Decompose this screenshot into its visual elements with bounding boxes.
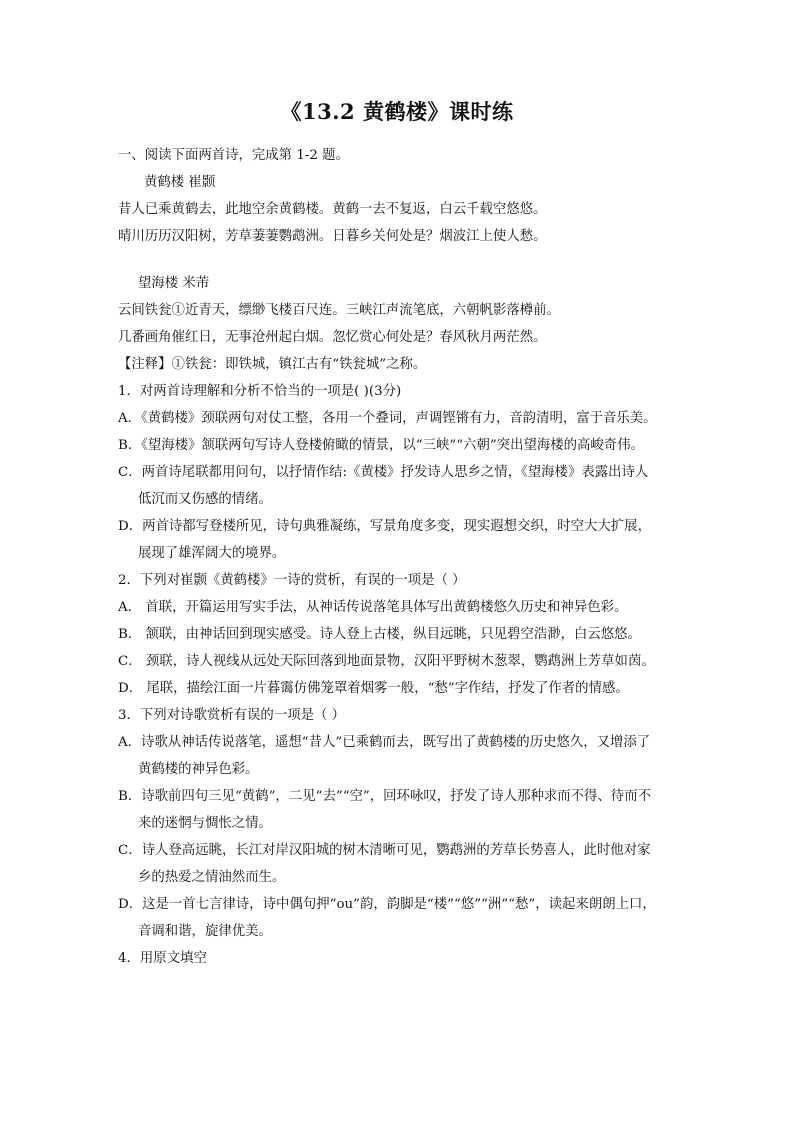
option-c: C．两首诗尾联都用问句，以抒情作结:《黄楼》抒发诗人思乡之情，《望海楼》表露出诗人 — [118, 465, 649, 480]
option-d: D． 尾联，描绘江面一片暮霭仿佛笼罩着烟雾一般，“愁”字作结，抒发了作者的情感。 — [118, 681, 629, 696]
poem2-line: 几番画角催红日，无事沧州起白烟。忽忆赏心何处是？春风秋月两茫然。 — [118, 330, 547, 345]
question-stem: 3．下列对诗歌赏析有误的一项是（ ） — [118, 708, 346, 723]
option-c: C． 颈联，诗人视线从远处天际回落到地面景物，汉阳平野树木葱翠，鹦鹉洲上芳草如茵。 — [118, 654, 655, 669]
option-b: B． 颔联，由神话回到现实感受。诗人登上古楼，纵目远眺，只见碧空浩渺，白云悠悠。 — [118, 627, 641, 642]
poem1-line: 晴川历历汉阳树，芳草萋萋鹦鹉洲。日暮乡关何处是？烟波江上使人愁。 — [118, 229, 547, 244]
poem1-line: 昔人已乘黄鹤去，此地空余黄鹤楼。黄鹤一去不复返，白云千载空悠悠。 — [118, 202, 547, 217]
option-d: D．这是一首七言律诗，诗中偶句押“ou”韵，韵脚是“楼”“悠”“洲”“愁”，读起来朗朗上口， — [118, 897, 656, 912]
question-stem: 1．对两首诗理解和分析不恰当的一项是( )(3分) — [118, 384, 402, 399]
option-c-continued: 低沉而又伤感的情绪。 — [138, 492, 272, 507]
option-a: A． 首联，开篇运用写实手法，从神话传说落笔具体写出黄鹤楼悠久历史和神异色彩。 — [118, 600, 628, 615]
question-stem: 4．用原文填空 — [118, 951, 207, 966]
document-title: 《13.2 黄鹤楼》课时练 — [280, 99, 514, 124]
option-c: C．诗人登高远眺，长江对岸汉阳城的树木清晰可见，鹦鹉洲的芳草长势喜人，此时他对家 — [118, 843, 651, 858]
option-b-continued: 来的迷惘与惆怅之情。 — [138, 816, 272, 831]
option-c-continued: 乡的热爱之情油然而生。 — [138, 870, 286, 885]
option-d-continued: 展现了雄浑阔大的境界。 — [138, 546, 286, 561]
option-a: A．《黄鹤楼》颈联两句对仗工整，各用一个叠词，声调铿锵有力，音韵清明，富于音乐美。 — [118, 411, 657, 426]
option-a: A．诗歌从神话传说落笔，遥想“昔人”已乘鹤而去，既写出了黄鹤楼的历史悠久，又增添了 — [118, 735, 651, 750]
option-d-continued: 音调和谐，旋律优美。 — [138, 924, 272, 939]
poem2-line: 云间铁瓮①近青天，缥缈飞楼百尺连。三峡江声流笔底，六朝帆影落樽前。 — [118, 303, 560, 318]
option-d: D．两首诗都写登楼所见，诗句典雅凝练，写景角度多变，现实遐想交织，时空大大扩展， — [118, 519, 651, 534]
option-b: B．《望海楼》颔联两句写诗人登楼俯瞰的情景，以“三峡”“六朝”突出望海楼的高峻奇伟。 — [118, 438, 644, 453]
document-body — [118, 142, 690, 972]
poem1-title: 黄鹤楼 崔颢 — [144, 175, 216, 190]
section-heading: 一、阅读下面两首诗，完成第 1-2 题。 — [118, 148, 349, 163]
annotation-note: 【注释】①铁瓮：即铁城，镇江古有“铁瓮城”之称。 — [118, 357, 427, 372]
option-a-continued: 黄鹤楼的神异色彩。 — [138, 762, 259, 777]
blank-gap — [118, 250, 690, 270]
question-stem: 2．下列对崔颢《黄鹤楼》一诗的赏析，有误的一项是（ ） — [118, 573, 466, 588]
option-b: B．诗歌前四句三见“黄鹤”，二见“去”“空”，回环咏叹，抒发了诗人那种求而不得、待而不 — [118, 789, 651, 804]
poem2-title: 望海楼 米芾 — [138, 276, 210, 291]
